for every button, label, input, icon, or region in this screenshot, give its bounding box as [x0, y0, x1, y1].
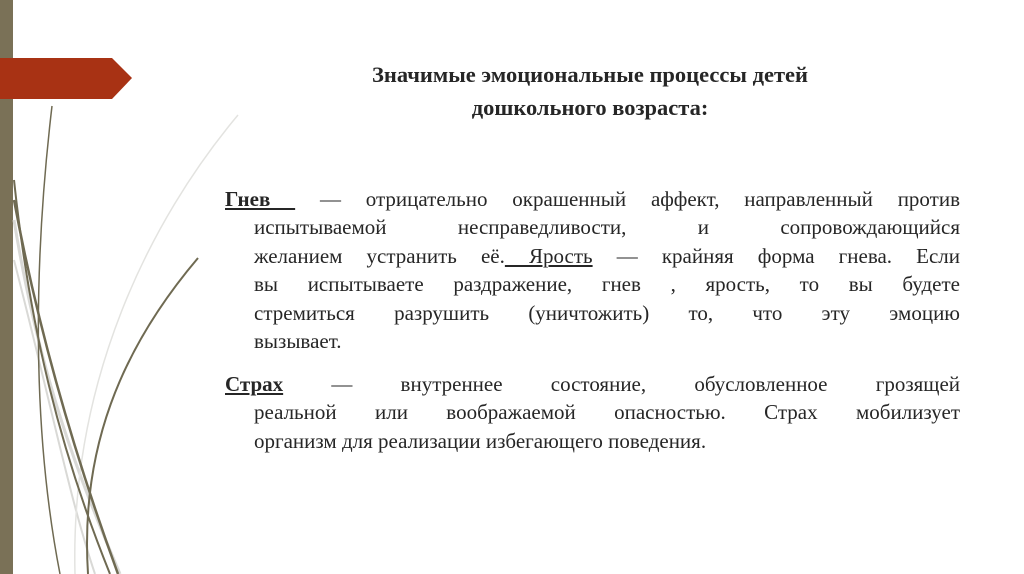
text-line: стремиться разрушить (уничтожить) то, что эту эмоцию: [254, 300, 960, 325]
text-line: вы испытываете раздражение, гнев , ярость, то вы будете: [254, 272, 960, 297]
text-line: организм для реализации избегающего поведения.: [254, 428, 707, 453]
text: желанием устранить её.: [254, 243, 505, 268]
title-line-2: дошкольного возраста:: [471, 95, 709, 120]
text-line: испытываемой несправедливости, и сопровождающийся: [254, 215, 960, 240]
paragraph-anger: [225, 185, 960, 355]
title-line-1: Значимые эмоциональные процессы детей: [372, 62, 808, 87]
text: — отрицательно окрашенный аффект, направленный против: [295, 187, 960, 211]
slide-title: [260, 58, 920, 124]
text-line: вызывает.: [254, 329, 342, 354]
term-rage: Ярость: [504, 243, 593, 268]
paragraph-fear: [225, 370, 960, 455]
text-line: реальной или воображаемой опасностью. Страх мобилизует: [254, 400, 960, 425]
text: — крайняя форма гнева. Если: [592, 243, 961, 268]
text: — внутреннее состояние, обусловленное грозящей: [283, 372, 960, 396]
term-fear: Страх: [225, 372, 284, 396]
red-arrow-banner: [0, 0, 140, 110]
term-anger: Гнев: [225, 187, 296, 211]
